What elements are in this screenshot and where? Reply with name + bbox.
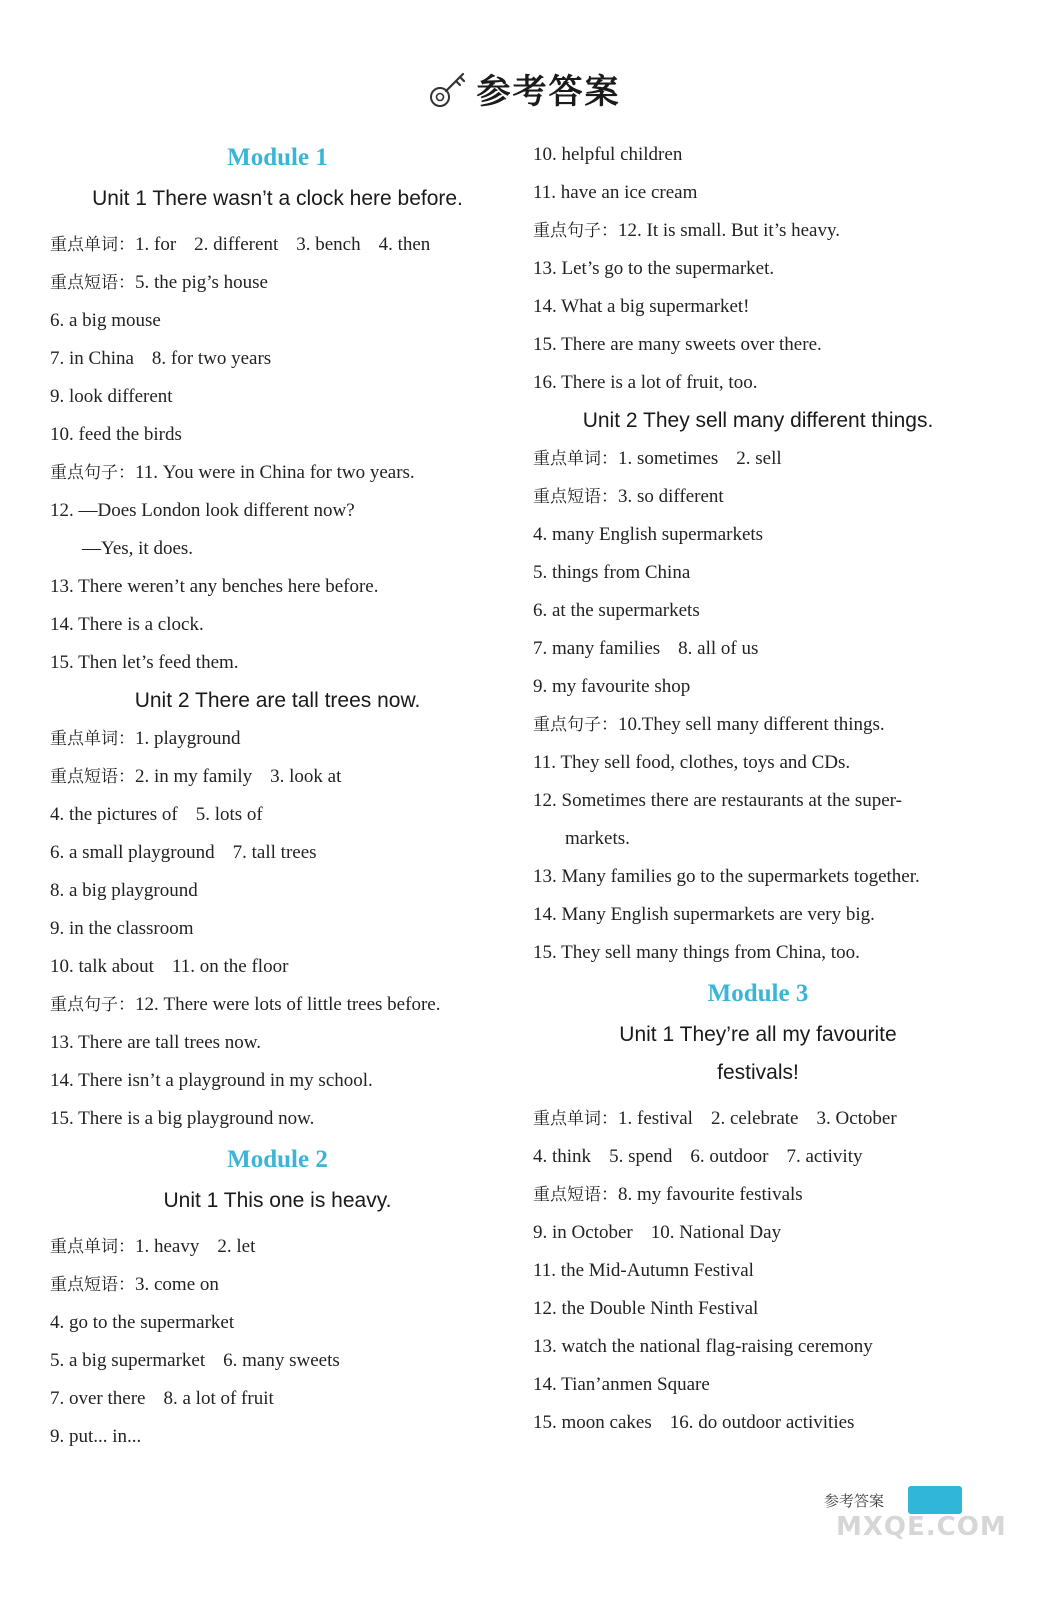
key-sentences-label: 重点句子：	[50, 995, 135, 1015]
answer-line: 11. have an ice cream	[533, 182, 698, 203]
answer-line: markets.	[565, 828, 630, 849]
answer: 2. sell	[736, 448, 782, 469]
answer: 3. bench	[296, 234, 361, 255]
answer: 6. outdoor	[690, 1146, 769, 1167]
key-words-label: 重点单词：	[533, 1109, 618, 1129]
answer-line	[533, 440, 983, 478]
page-title	[0, 60, 1047, 116]
answer-line	[533, 1138, 983, 1176]
answer-line: 14. Tian’anmen Square	[533, 1374, 710, 1395]
answer-line: 14. There isn’t a playground in my school.	[50, 1070, 373, 1091]
answer: 10.They sell many different things.	[618, 714, 885, 735]
unit-heading: Unit 1 They’re all my favourite	[619, 1023, 897, 1046]
answer: 12. It is small. But it’s heavy.	[618, 220, 841, 241]
answer: 8. for two years	[151, 348, 272, 369]
answer: 7. many families	[533, 638, 661, 659]
answer: 2. celebrate	[710, 1108, 799, 1129]
key-words-label: 重点单词：	[533, 449, 618, 469]
answer-line: 9. put... in...	[50, 1426, 142, 1447]
unit-heading: Unit 1 This one is heavy.	[163, 1189, 392, 1212]
answer-line: 9. look different	[50, 386, 173, 407]
answer-line: 15. There are many sweets over there.	[533, 334, 822, 355]
answer-line	[533, 478, 983, 516]
answer: 8. all of us	[678, 638, 759, 659]
answer: 1. sometimes	[618, 448, 719, 469]
answer: 11. on the floor	[171, 956, 289, 977]
key-words-label: 重点单词：	[50, 235, 135, 255]
key-sentences-label: 重点句子：	[533, 221, 618, 241]
answer-line: 13. watch the national flag-raising ceremony	[533, 1336, 873, 1357]
answer-line	[50, 226, 505, 264]
answer: 5. a big supermarket	[50, 1350, 206, 1371]
answer-line: 10. feed the birds	[50, 424, 182, 445]
answer-line	[533, 706, 983, 744]
answer-line: 14. What a big supermarket!	[533, 296, 750, 317]
unit-heading: Unit 2 They sell many different things.	[582, 409, 934, 432]
answer: 8. a lot of fruit	[163, 1388, 274, 1409]
answer: 12. There were lots of little trees before.	[135, 994, 441, 1015]
answer: 7. activity	[786, 1146, 863, 1167]
title-text: 参考答案	[476, 71, 621, 112]
answer-line	[50, 454, 505, 492]
answer-line: 13. There are tall trees now.	[50, 1032, 262, 1053]
answer: 8. my favourite festivals	[618, 1184, 803, 1205]
answer-line	[50, 340, 505, 378]
answer: 4. then	[378, 234, 431, 255]
answer: 2. in my family	[135, 766, 253, 787]
key-phrases-label: 重点短语：	[533, 1185, 618, 1205]
answer-line	[50, 758, 505, 796]
answer-line: 12. Sometimes there are restaurants at the super-	[533, 790, 902, 811]
answer: 16. do outdoor activities	[669, 1412, 855, 1433]
answer-line	[533, 1176, 983, 1214]
answer: 7. in China	[50, 348, 134, 369]
answer-line	[533, 630, 983, 668]
answer-line	[50, 1228, 505, 1266]
answer-line	[50, 1342, 505, 1380]
answer: 2. different	[194, 234, 279, 255]
answer-line: 15. There is a big playground now.	[50, 1108, 315, 1129]
answer-line: 6. a big mouse	[50, 310, 161, 331]
unit-heading: Unit 2 There are tall trees now.	[134, 689, 421, 712]
key-phrases-label: 重点短语：	[50, 273, 135, 293]
answer: 1. for	[135, 234, 177, 255]
answer-line: 6. at the supermarkets	[533, 600, 700, 621]
answer: 6. many sweets	[223, 1350, 340, 1371]
answer: 5. the pig’s house	[135, 272, 268, 293]
answer-line: 16. There is a lot of fruit, too.	[533, 372, 758, 393]
answer: 3. come on	[135, 1274, 219, 1295]
answer: 9. in October	[533, 1222, 633, 1243]
key-sentences-label: 重点句子：	[50, 463, 135, 483]
answer-line	[50, 948, 505, 986]
answer: 3. October	[816, 1108, 897, 1129]
answer: 1. playground	[135, 728, 241, 749]
answer-line: 11. They sell food, clothes, toys and CDs.	[533, 752, 851, 773]
watermark: MXQE.COM	[836, 1512, 1007, 1542]
answer: 5. lots of	[195, 804, 263, 825]
answer-line	[50, 834, 505, 872]
answer: 11. You were in China for two years.	[135, 462, 415, 483]
answer-line: 9. in the classroom	[50, 918, 194, 939]
key-phrases-label: 重点短语：	[533, 487, 618, 507]
answer-line: 10. helpful children	[533, 144, 683, 165]
answer: 5. spend	[609, 1146, 673, 1167]
module-heading: Module 3	[707, 980, 809, 1007]
answer-line: 13. Let’s go to the supermarket.	[533, 258, 775, 279]
answer-line: 4. go to the supermarket	[50, 1312, 235, 1333]
answer-line: 13. There weren’t any benches here before.	[50, 576, 379, 597]
answer: 4. the pictures of	[50, 804, 178, 825]
key-words-label: 重点单词：	[50, 1237, 135, 1257]
answer-line: 15. They sell many things from China, too.	[533, 942, 860, 963]
answer-line	[50, 264, 505, 302]
footer-label: 参考答案	[824, 1492, 885, 1510]
answer-line: 12. the Double Ninth Festival	[533, 1298, 759, 1319]
answer-line	[50, 1380, 505, 1418]
answer-line: —Yes, it does.	[82, 538, 194, 559]
key-phrases-label: 重点短语：	[50, 1275, 135, 1295]
right-column	[533, 136, 983, 1442]
answer-line	[50, 986, 505, 1024]
answer-line: 11. the Mid-Autumn Festival	[533, 1260, 754, 1281]
unit-heading: Unit 1 There wasn’t a clock here before.	[92, 187, 463, 210]
answer: 7. over there	[50, 1388, 146, 1409]
unit-heading-cont: festivals!	[717, 1061, 799, 1084]
answer-line	[533, 1404, 983, 1442]
answer-line: 14. There is a clock.	[50, 614, 204, 635]
left-column	[50, 136, 505, 1456]
answer-line	[50, 796, 505, 834]
module-heading: Module 2	[227, 1146, 328, 1173]
answer-line: 15. Then let’s feed them.	[50, 652, 239, 673]
key-phrases-label: 重点短语：	[50, 767, 135, 787]
footer	[824, 1484, 1019, 1544]
footer-accent	[908, 1486, 962, 1514]
answer: 3. look at	[270, 766, 342, 787]
answer-line: 5. things from China	[533, 562, 691, 583]
answer: 6. a small playground	[50, 842, 215, 863]
answer: 3. so different	[618, 486, 724, 507]
answer: 10. National Day	[650, 1222, 782, 1243]
answer-line	[533, 1214, 983, 1252]
module-heading: Module 1	[227, 144, 328, 171]
answer-line: 9. my favourite shop	[533, 676, 691, 697]
answer: 1. festival	[618, 1108, 693, 1129]
answer-line: 14. Many English supermarkets are very big.	[533, 904, 875, 925]
answer: 15. moon cakes	[533, 1412, 652, 1433]
answer: 7. tall trees	[232, 842, 317, 863]
answer-line: 13. Many families go to the supermarkets together.	[533, 866, 920, 887]
answer-line	[533, 212, 983, 250]
answer-line: 12. —Does London look different now?	[50, 500, 355, 521]
answer: 4. think	[533, 1146, 592, 1167]
answer-line	[533, 1100, 983, 1138]
key-sentences-label: 重点句子：	[533, 715, 618, 735]
key-icon	[427, 66, 471, 110]
answer-line	[50, 720, 505, 758]
answer-line	[50, 1266, 505, 1304]
answer-line: 4. many English supermarkets	[533, 524, 764, 545]
answer: 10. talk about	[50, 956, 154, 977]
key-words-label: 重点单词：	[50, 729, 135, 749]
answer: 1. heavy	[135, 1236, 200, 1257]
answer-line: 8. a big playground	[50, 880, 198, 901]
answer: 2. let	[217, 1236, 256, 1257]
